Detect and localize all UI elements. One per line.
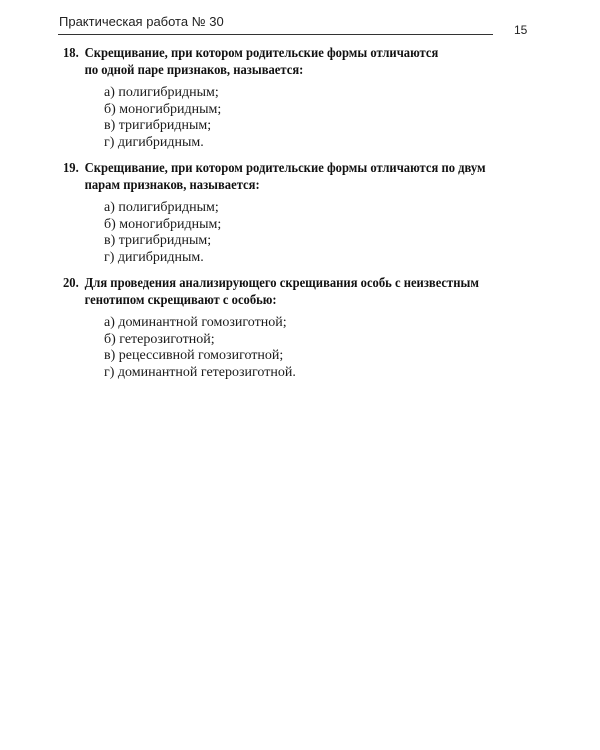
question-heading bbox=[63, 275, 531, 309]
question-text bbox=[85, 160, 531, 194]
question-number: 19. bbox=[63, 161, 79, 176]
answer-options bbox=[63, 315, 533, 381]
answer-option-d: г) дигибридным. bbox=[104, 249, 204, 265]
answer-option-b: б) моногибридным; bbox=[104, 216, 222, 232]
answer-option-a: а) доминантной гомозиготной; bbox=[104, 315, 287, 330]
question-number: 20. bbox=[63, 276, 79, 291]
question-text-line: Скрещивание, при котором родительские формы отличаются по двум bbox=[84, 161, 486, 176]
question-text-line: Для проведения анализирующего скрещивания особь с неизвестным bbox=[84, 276, 479, 291]
question-20 bbox=[63, 275, 533, 381]
answer-options bbox=[63, 85, 533, 151]
answer-option-b: б) гетерозиготной; bbox=[104, 331, 215, 347]
question-text-line: по одной паре признаков, называется: bbox=[84, 63, 304, 78]
question-heading bbox=[63, 45, 531, 79]
answer-options bbox=[63, 200, 533, 266]
question-18 bbox=[63, 45, 533, 151]
question-heading bbox=[63, 160, 531, 194]
running-header-title: Практическая работа № 30 bbox=[59, 14, 224, 29]
answer-option-c: в) рецессивной гомозиготной; bbox=[104, 348, 284, 363]
question-text bbox=[85, 45, 531, 79]
header-rule bbox=[58, 34, 493, 35]
answer-option-d: г) дигибридным. bbox=[104, 134, 204, 150]
answer-option-c: в) тригибридным; bbox=[104, 233, 212, 248]
answer-option-a: а) полигибридным; bbox=[104, 200, 219, 215]
answer-option-d: г) доминантной гетерозиготной. bbox=[104, 364, 296, 380]
question-number: 18. bbox=[63, 46, 79, 61]
question-text-line: Скрещивание, при котором родительские формы отличаются bbox=[84, 46, 439, 61]
page-number: 15 bbox=[514, 23, 528, 37]
question-19 bbox=[63, 160, 533, 266]
answer-option-b: б) моногибридным; bbox=[104, 101, 222, 117]
question-text bbox=[85, 275, 531, 309]
question-text-line: парам признаков, называется: bbox=[84, 178, 260, 193]
answer-option-c: в) тригибридным; bbox=[104, 118, 212, 133]
answer-option-a: а) полигибридным; bbox=[104, 85, 219, 100]
question-text-line: генотипом скрещивают с особью: bbox=[84, 293, 277, 308]
